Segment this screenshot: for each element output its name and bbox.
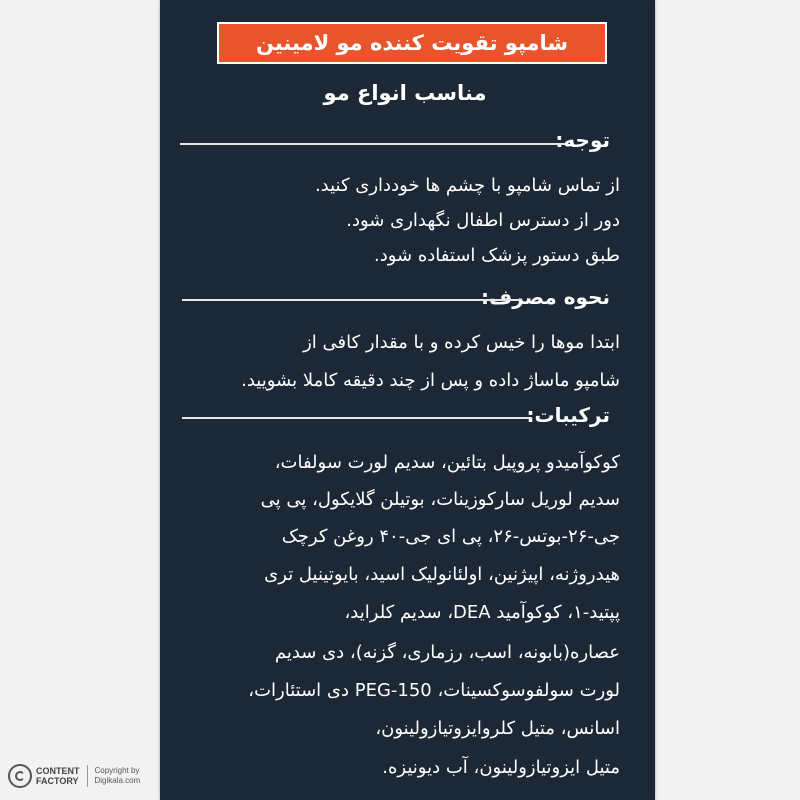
ingredient-line: عصاره(بابونه، اسب، رزماری، گزنه)، دی سدیم xyxy=(274,642,620,663)
caution-rule xyxy=(180,143,565,145)
content-factory-watermark xyxy=(8,760,168,792)
ingredients-heading: ترکیبات: xyxy=(526,403,610,427)
usage-line: شامپو ماساژ داده و پس از چند دقیقه کاملا بشویید. xyxy=(241,370,620,391)
watermark-copyright xyxy=(95,766,141,786)
ingredients-rule xyxy=(182,417,532,419)
caution-line: دور از دسترس اطفال نگهداری شود. xyxy=(346,210,620,231)
ingredient-line: سدیم لوریل سارکوزینات، بوتیلن گلایکول، پی پی xyxy=(260,489,620,510)
watermark-divider xyxy=(87,765,88,787)
usage-line: ابتدا موها را خیس کرده و با مقدار کافی از xyxy=(303,332,620,353)
ingredient-line: هیدروژنه، اپیژنین، اولئانولیک اسید، بایوتینیل تری xyxy=(264,564,620,585)
content-factory-logo-icon xyxy=(8,764,32,788)
watermark-brand-line: CONTENT xyxy=(36,766,80,776)
ingredient-line: جی-۲۶-بوتس-۲۶، پی ای جی-۴۰ روغن کرچک xyxy=(281,526,620,547)
watermark-copyright-line: Copyright by xyxy=(94,766,140,775)
suitability-subtitle: مناسب انواع مو xyxy=(323,81,487,105)
watermark-brand xyxy=(36,766,80,786)
caution-line: از تماس شامپو با چشم ها خودداری کنید. xyxy=(314,175,620,196)
ingredient-line: پپتید-۱، کوکوآمید DEA، سدیم کلراید، xyxy=(344,602,620,623)
ingredient-line: متیل ایزوتیازولینون، آب دیونیزه. xyxy=(382,757,620,778)
caution-line: طبق دستور پزشک استفاده شود. xyxy=(374,245,620,266)
caution-heading: توجه: xyxy=(555,128,610,152)
product-name-banner: شامپو تقویت کننده مو لامینین xyxy=(217,22,607,64)
ingredient-line: اسانس، متیل کلروایزوتیازولینون، xyxy=(375,718,620,739)
ingredient-line: لورت سولفوسوکسینات، PEG-150 دی استئارات، xyxy=(248,680,620,701)
usage-rule xyxy=(182,299,522,301)
usage-heading: نحوه مصرف: xyxy=(481,285,610,309)
ingredient-line: کوکوآمیدو پروپیل بتائین، سدیم لورت سولفات، xyxy=(274,452,620,473)
watermark-brand-line: FACTORY xyxy=(36,776,79,786)
watermark-copyright-line: Digikala.com xyxy=(94,776,141,785)
